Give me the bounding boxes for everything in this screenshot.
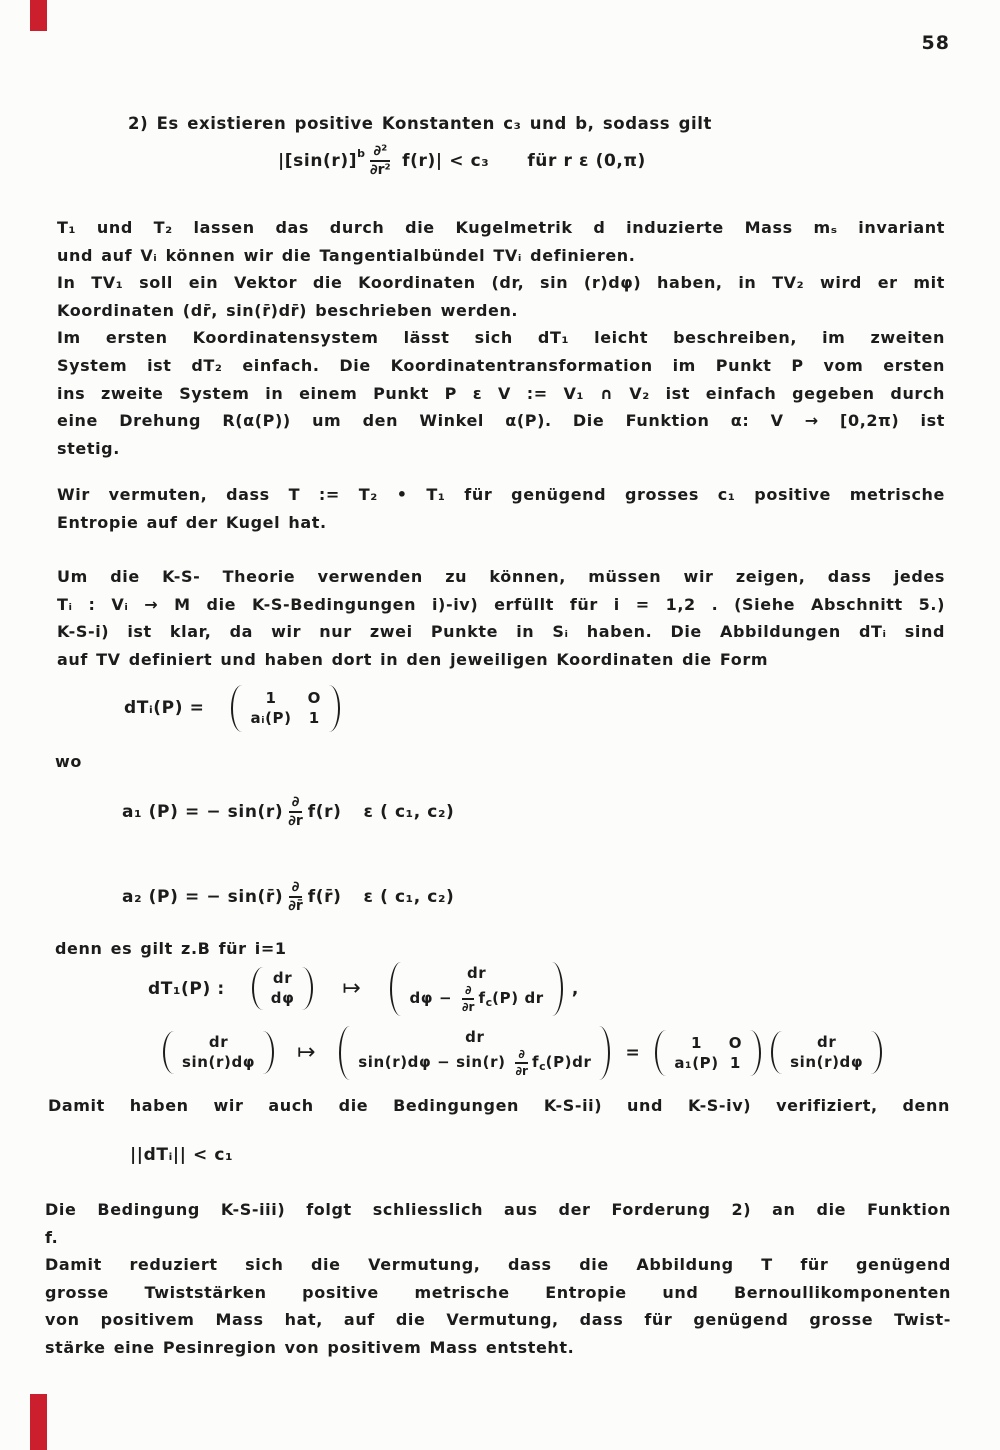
right-paren: [302, 967, 313, 1010]
fraction: [370, 144, 391, 179]
fraction: [462, 984, 475, 1014]
text-line: In TV₁ soll ein Vektor die Koordinaten (dr, sin (r)dφ) haben, in TV₂ wird er mit: [57, 273, 945, 293]
right-paren: [263, 1031, 274, 1074]
vector-cell: sin(r)dφ: [790, 1052, 864, 1071]
text-line: T₁ und T₂ lassen das durch die Kugelmetrik d induzierte Mass mₛ invariant: [57, 218, 945, 237]
wo-label: wo: [55, 752, 82, 771]
fraction-denominator: ∂r: [288, 813, 303, 830]
vector-cells: [353, 1026, 596, 1080]
a2-lhs: a₂ (P) = − sin(r̄): [122, 887, 284, 908]
fraction-numerator: ∂: [289, 880, 303, 898]
paragraph-2: [57, 481, 945, 536]
red-mark-bottom: [30, 1394, 47, 1450]
formula-range: für r ε (0,π): [527, 150, 646, 171]
norm-text: ||dTᵢ|| < c₁: [130, 1145, 234, 1165]
text-line: stetig.: [57, 438, 120, 458]
fraction-denominator: ∂r̄: [288, 898, 303, 915]
matrix: [231, 685, 339, 732]
matrix: [655, 1030, 761, 1077]
matrix-equation-label: dTᵢ(P) =: [124, 698, 205, 719]
red-mark-top: [30, 0, 47, 31]
vector-cell: dr: [272, 969, 293, 988]
function-subscript: c: [539, 1059, 546, 1073]
fraction: [288, 880, 303, 915]
matrix-cell: 1: [265, 689, 277, 707]
formula-mid: f(r)| < c₃: [395, 150, 490, 171]
left-paren: [655, 1030, 666, 1077]
vector-cell: sin(r)dφ: [182, 1052, 256, 1071]
page-number: 58: [921, 32, 950, 54]
denn-line: denn es gilt z.B für i=1: [55, 939, 287, 958]
function-subscript: c: [485, 995, 493, 1009]
paragraph-1: [57, 214, 945, 462]
vector-cells: [404, 962, 548, 1016]
formula-exponent: b: [357, 147, 365, 161]
paragraph-3: [57, 563, 945, 673]
fraction-denominator: ∂r: [461, 999, 475, 1014]
text-line: eine Drehung R(α(P)) um den Winkel α(P). Die Funktion α: V → [0,2π) ist: [57, 411, 945, 431]
vector-cell: dφ: [270, 988, 295, 1007]
norm-inequality: [130, 1145, 233, 1165]
matrix-cell: O: [307, 689, 321, 707]
text-line: Damit haben wir auch die Bedingungen K-S-ii) und K-S-iv) verifiziert, denn: [48, 1096, 950, 1115]
vector-cells: [177, 1031, 260, 1074]
vector-cells: [785, 1031, 868, 1074]
text-line: ins zweite System in einem Punkt P ε V := V₁ ∩ V₂ ist einfach gegeben durch: [57, 383, 945, 403]
fraction-denominator: ∂r: [515, 1063, 528, 1078]
a1-equation: [122, 795, 454, 830]
vector-cells: [266, 967, 300, 1010]
text-line: von positivem Mass hat, auf die Vermutung, dass für genügend grosse Twist-: [45, 1310, 951, 1330]
matrix-cell: O: [728, 1033, 743, 1052]
map-equation-2: [158, 1026, 887, 1080]
text-line: K-S-i) ist klar, da wir nur zwei Punkte in Sᵢ haben. Die Abbildungen dTᵢ sind: [57, 622, 945, 642]
condition-2-intro: 2) Es existieren positive Konstanten c₃ und b, sodass gilt: [128, 114, 712, 133]
text-line: f.: [45, 1227, 59, 1247]
matrix-cells: [669, 1030, 747, 1077]
function-symbol: f: [478, 988, 486, 1007]
map-equation-1: [148, 962, 579, 1016]
vector-cell: dr: [816, 1033, 837, 1052]
a1-lhs: a₁ (P) = − sin(r): [122, 802, 284, 823]
vector-cell: [409, 984, 543, 1014]
right-paren: [599, 1026, 610, 1080]
a2-mid: f(r̄): [307, 887, 342, 908]
text-line: stärke eine Pesinregion von positivem Mass entsteht.: [45, 1337, 575, 1357]
formula-lead: |[sin(r)]: [278, 150, 358, 171]
function-symbol: f: [531, 1052, 540, 1071]
text-line: auf TV definiert und haben dort in den jeweiligen Koordinaten die Form: [57, 649, 769, 669]
a2-interval: ε ( c₁, c₂): [363, 887, 455, 908]
column-vector: [163, 1031, 274, 1074]
matrix-cells: [245, 685, 325, 732]
damit-paragraph: [48, 1092, 950, 1120]
left-paren: [163, 1031, 174, 1074]
matrix-cell: 1: [308, 709, 320, 728]
a1-interval: ε ( c₁, c₂): [363, 802, 455, 823]
vector-cell: [358, 1048, 591, 1078]
text-line: Um die K-S- Theorie verwenden zu können, müssen wir zeigen, dass jedes: [57, 567, 945, 586]
term-tail: (P)dr: [545, 1052, 592, 1071]
column-vector: [339, 1026, 610, 1080]
column-vector: [252, 967, 314, 1010]
text-line: System ist dT₂ einfach. Die Koordinatentransformation im Punkt P vom ersten: [57, 355, 945, 375]
matrix-cell: aᵢ(P): [250, 709, 292, 728]
condition-2-formula: [278, 144, 646, 179]
term-tail: (P) dr: [492, 988, 544, 1007]
vector-cell: dr: [465, 1028, 485, 1046]
left-paren: [390, 962, 401, 1016]
paragraph-4: [45, 1196, 951, 1362]
mapsto-arrow: ↦: [342, 976, 362, 1002]
text-line: Tᵢ : Vᵢ → M die K-S-Bedingungen i)-iv) erfüllt für i = 1,2 . (Siehe Abschnitt 5.): [57, 594, 945, 614]
fraction-numerator: ∂: [515, 1048, 528, 1064]
matrix-equation: [124, 685, 345, 732]
left-paren: [252, 967, 263, 1010]
mapsto-arrow: ↦: [297, 1040, 317, 1066]
right-paren: [750, 1030, 761, 1077]
vector-cell: dr: [208, 1033, 229, 1052]
right-paren: [552, 962, 563, 1016]
left-paren: [339, 1026, 350, 1080]
vector-cell: dr: [466, 964, 487, 982]
comma: ,: [571, 978, 579, 999]
column-vector: [771, 1031, 882, 1074]
text-line: Die Bedingung K-S-iii) folgt schliesslich aus der Forderung 2) an die Funktion: [45, 1200, 951, 1219]
text-line: Im ersten Koordinatensystem lässt sich dT₁ leicht beschreiben, im zweiten: [57, 328, 945, 348]
left-paren: [771, 1031, 782, 1074]
column-vector: [390, 962, 562, 1016]
right-paren: [329, 685, 340, 732]
map-equation-label: dT₁(P) :: [148, 978, 225, 999]
fraction-numerator: ∂: [289, 795, 303, 813]
fraction: [288, 795, 303, 830]
condition-2: [128, 110, 712, 178]
text-line: Koordinaten (dr̄, sin(r̄)dr̄) beschrieben werden.: [57, 300, 519, 320]
fraction-denominator: ∂r²: [370, 161, 391, 178]
text-line: grosse Twiststärken positive metrische Entropie und Bernoullikomponenten: [45, 1282, 951, 1302]
matrix-cell: a₁(P): [674, 1053, 719, 1072]
text-line: Wir vermuten, dass T := T₂ • T₁ für genügend grosses c₁ positive metrische: [57, 485, 945, 504]
matrix-cell: 1: [691, 1033, 703, 1052]
fraction-numerator: ∂: [462, 984, 475, 1000]
fraction: [515, 1048, 528, 1078]
a1-mid: f(r): [307, 802, 342, 823]
term-lead: sin(r)dφ − sin(r): [358, 1052, 512, 1071]
fraction-numerator: ∂²: [370, 144, 390, 162]
term-lead: dφ −: [409, 988, 458, 1007]
text-line: und auf Vᵢ können wir die Tangentialbündel TVᵢ definieren.: [57, 245, 636, 265]
a2-equation: [122, 880, 454, 915]
matrix-cell: 1: [729, 1053, 741, 1072]
left-paren: [231, 685, 242, 732]
text-line: Damit reduziert sich die Vermutung, dass die Abbildung T für genügend: [45, 1255, 951, 1275]
text-line: Entropie auf der Kugel hat.: [57, 512, 327, 532]
equals-sign: =: [625, 1042, 641, 1063]
right-paren: [871, 1031, 882, 1074]
